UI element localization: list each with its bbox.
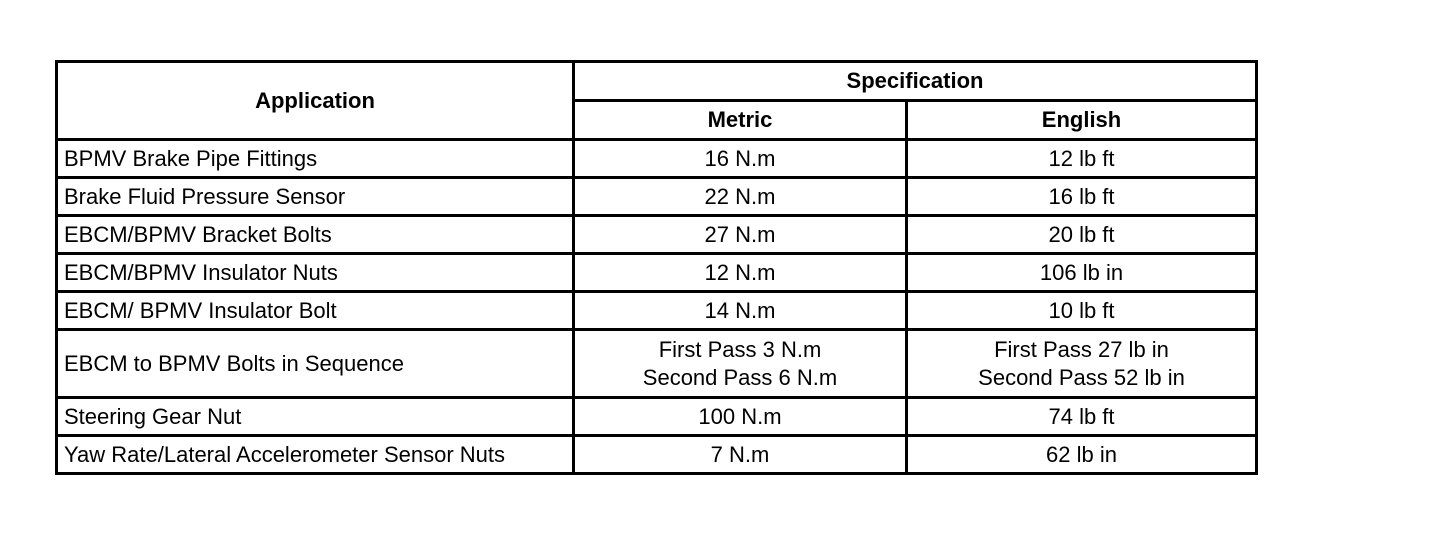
metric-cell	[574, 216, 907, 254]
english-value: 20 lb ft	[1048, 221, 1115, 247]
metric-cell	[574, 254, 907, 292]
header-english: English	[907, 101, 1257, 140]
table-body	[57, 140, 1257, 474]
metric-cell	[574, 140, 907, 178]
english-value: 16 lb ft	[1048, 183, 1115, 209]
application-cell: EBCM/BPMV Insulator Nuts	[57, 254, 574, 292]
english-value: 74 lb ft	[1048, 403, 1115, 429]
metric-value: Second Pass 6 N.m	[642, 364, 838, 390]
table-row	[57, 436, 1257, 474]
table-row	[57, 254, 1257, 292]
english-cell	[907, 216, 1257, 254]
english-value: Second Pass 52 lb in	[978, 364, 1185, 390]
english-cell	[907, 140, 1257, 178]
header-row-top	[57, 62, 1257, 101]
application-cell: EBCM/BPMV Bracket Bolts	[57, 216, 574, 254]
application-cell: Yaw Rate/Lateral Accelerometer Sensor Nuts	[57, 436, 574, 474]
metric-cell	[574, 398, 907, 436]
metric-value: 14 N.m	[704, 297, 776, 323]
english-cell	[907, 292, 1257, 330]
header-application: Application	[57, 62, 574, 140]
english-cell	[907, 398, 1257, 436]
application-cell: Brake Fluid Pressure Sensor	[57, 178, 574, 216]
application-cell: Steering Gear Nut	[57, 398, 574, 436]
metric-cell	[574, 292, 907, 330]
metric-cell	[574, 178, 907, 216]
english-value: First Pass 27 lb in	[994, 336, 1169, 362]
table-header	[57, 62, 1257, 140]
application-cell: BPMV Brake Pipe Fittings	[57, 140, 574, 178]
english-cell	[907, 330, 1257, 398]
table-row	[57, 330, 1257, 398]
application-cell: EBCM/ BPMV Insulator Bolt	[57, 292, 574, 330]
english-value: 10 lb ft	[1048, 297, 1115, 323]
table-row	[57, 178, 1257, 216]
metric-value: 16 N.m	[704, 145, 776, 171]
header-specification: Specification	[574, 62, 1257, 101]
torque-specification-table	[55, 60, 1258, 475]
english-value: 12 lb ft	[1048, 145, 1115, 171]
metric-value: 7 N.m	[710, 441, 770, 467]
metric-value: 100 N.m	[698, 403, 782, 429]
metric-cell	[574, 330, 907, 398]
application-cell: EBCM to BPMV Bolts in Sequence	[57, 330, 574, 398]
english-cell	[907, 254, 1257, 292]
english-value: 62 lb in	[1046, 441, 1117, 467]
metric-value: First Pass 3 N.m	[658, 336, 822, 362]
table-row	[57, 216, 1257, 254]
table-row	[57, 398, 1257, 436]
metric-value: 12 N.m	[704, 259, 776, 285]
metric-value: 27 N.m	[704, 221, 776, 247]
metric-cell	[574, 436, 907, 474]
english-value: 106 lb in	[1039, 259, 1124, 285]
header-metric: Metric	[574, 101, 907, 140]
english-cell	[907, 178, 1257, 216]
metric-value: 22 N.m	[704, 183, 776, 209]
table-row	[57, 292, 1257, 330]
table-row	[57, 140, 1257, 178]
english-cell	[907, 436, 1257, 474]
